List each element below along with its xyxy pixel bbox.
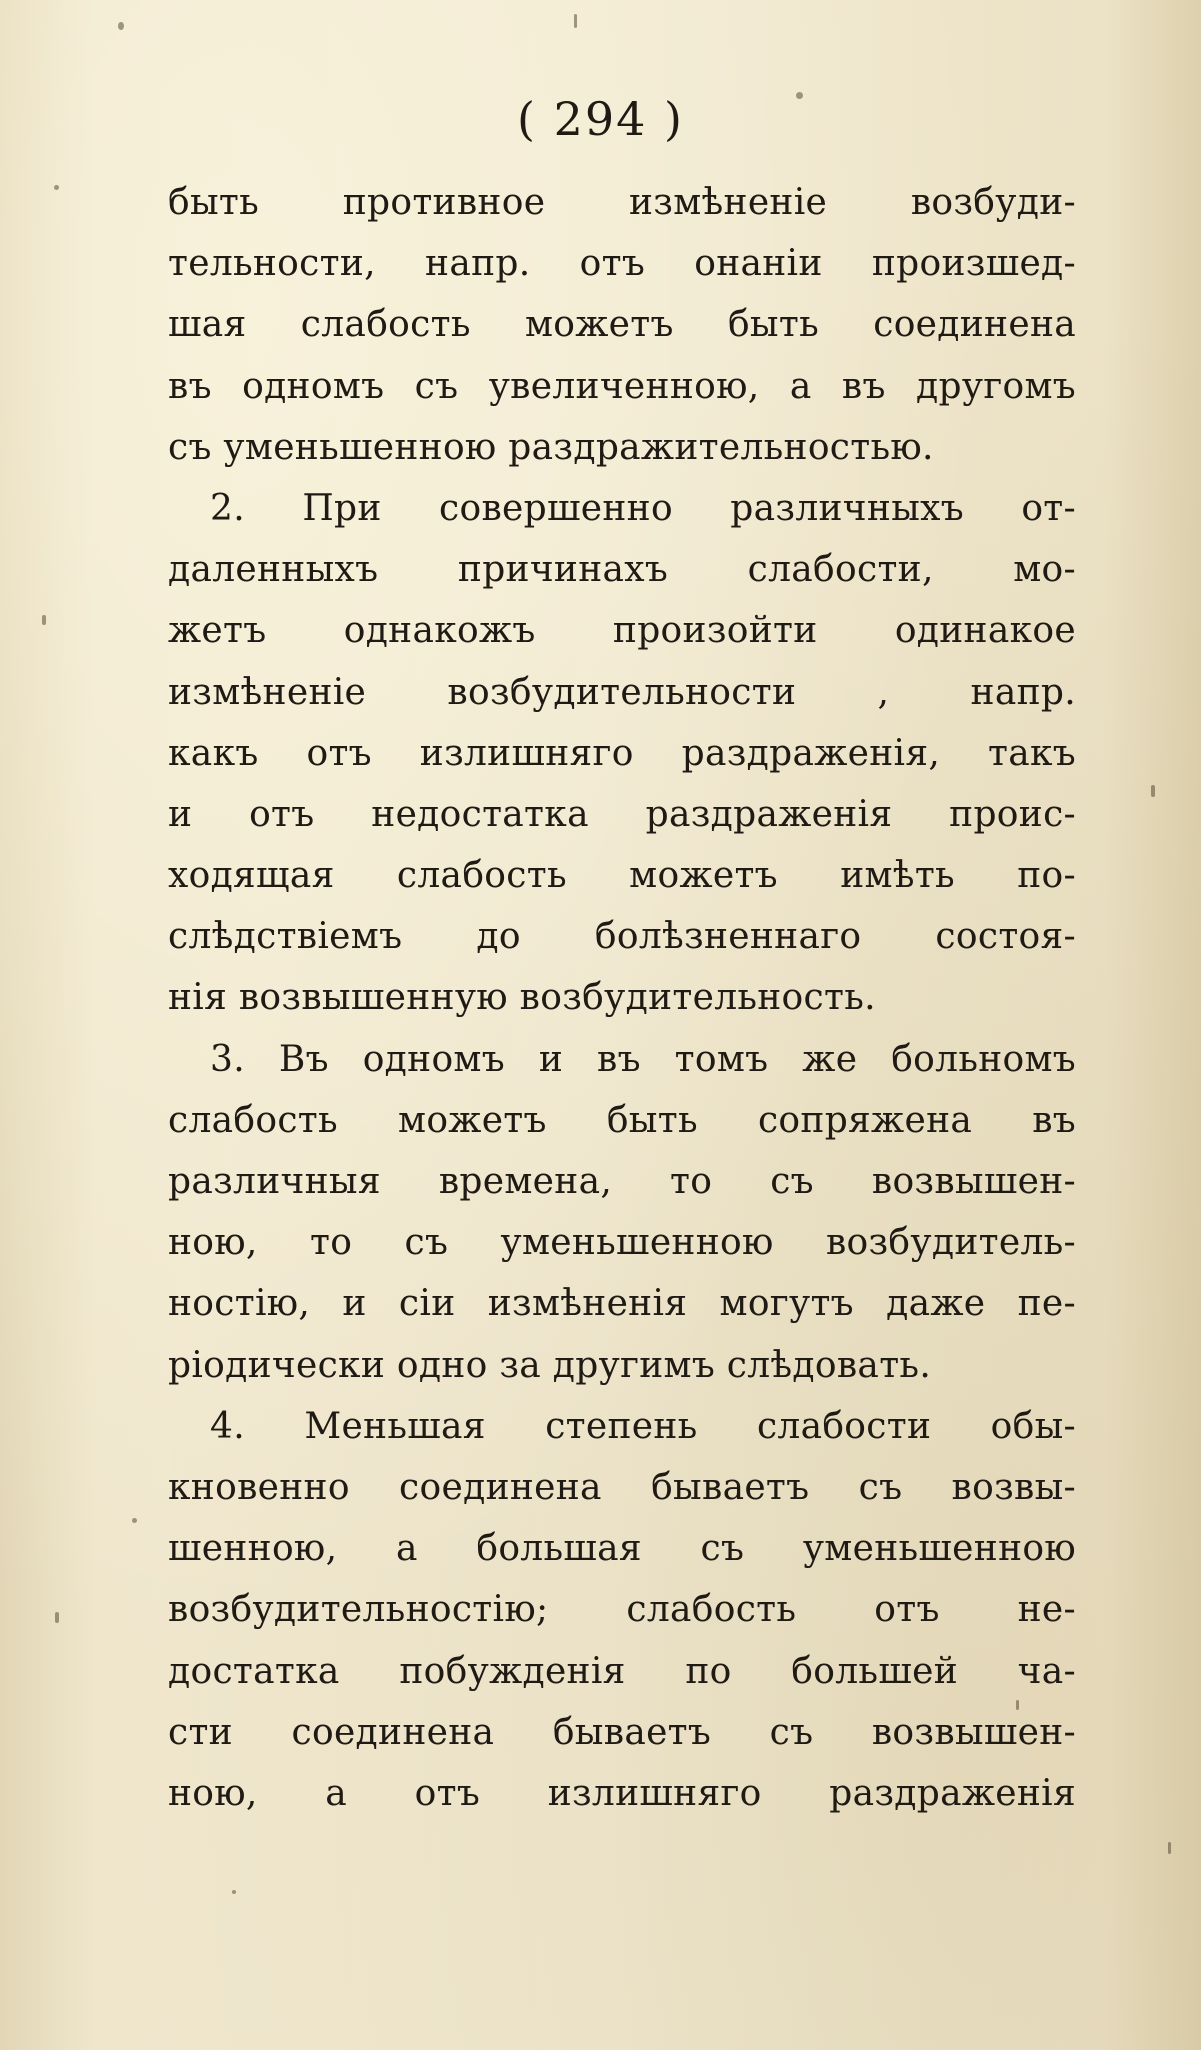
text-line: жетъ однакожъ произойти одинакое	[168, 610, 1076, 652]
text-line: ходящая слабость можетъ имѣть по-	[168, 855, 1076, 897]
text-line: въ одномъ съ увеличенною, а въ другомъ	[168, 365, 1076, 407]
text-line: 4. Меньшая степень слабости обы-	[210, 1405, 1076, 1447]
text-line: возбудительностію; слабость отъ не-	[168, 1589, 1076, 1631]
text-line: достатка побужденія по большей ча-	[168, 1650, 1076, 1692]
text-line: ностію, и сіи измѣненія могутъ даже пе-	[168, 1283, 1076, 1325]
paper-speck	[1151, 785, 1155, 797]
text-line: нія возвышенную возбудительность.	[168, 977, 876, 1019]
paper-speck	[42, 615, 46, 625]
body-text	[168, 172, 1076, 1824]
text-line: ною, а отъ излишняго раздраженія	[168, 1772, 1076, 1814]
text-line: ною, то съ уменьшенною возбудитель-	[168, 1222, 1076, 1264]
paper-speck	[1168, 1842, 1171, 1854]
text-line: какъ отъ излишняго раздраженія, такъ	[168, 732, 1076, 774]
paper-speck	[132, 1518, 137, 1523]
text-line: сти соединена бываетъ съ возвышен-	[168, 1711, 1076, 1753]
text-line: шенною, а большая съ уменьшенною	[168, 1528, 1076, 1570]
text-line: 2. При совершенно различныхъ от-	[210, 487, 1076, 529]
paper-speck	[54, 185, 59, 190]
paper-speck	[232, 1890, 236, 1894]
text-line: слѣдствіемъ до болѣзненнаго состоя-	[168, 916, 1076, 958]
text-line: ріодически одно за другимъ слѣдовать.	[168, 1344, 932, 1386]
paper-speck	[55, 1612, 59, 1623]
text-line: измѣненіе возбудительности , напр.	[168, 671, 1076, 713]
paper-speck	[574, 14, 577, 28]
text-line: шая слабость можетъ быть соединена	[168, 304, 1076, 346]
text-line: съ уменьшенною раздражительностью.	[168, 426, 934, 468]
page-number: ( 294 )	[517, 92, 684, 146]
text-line: тельности, напр. отъ онаніи произшед-	[168, 243, 1076, 285]
text-line: и отъ недостатка раздраженія проис-	[168, 793, 1076, 835]
text-line: быть противное измѣненіе возбуди-	[168, 182, 1076, 223]
text-line: кновенно соединена бываетъ съ возвы-	[168, 1466, 1076, 1508]
text-line: слабость можетъ быть сопряжена въ	[168, 1099, 1076, 1141]
text-line: 3. Въ одномъ и въ томъ же больномъ	[210, 1038, 1076, 1080]
text-line: различныя времена, то съ возвышен-	[168, 1161, 1076, 1202]
text-line: даленныхъ причинахъ слабости, мо-	[168, 549, 1076, 591]
paper-speck	[118, 22, 124, 30]
